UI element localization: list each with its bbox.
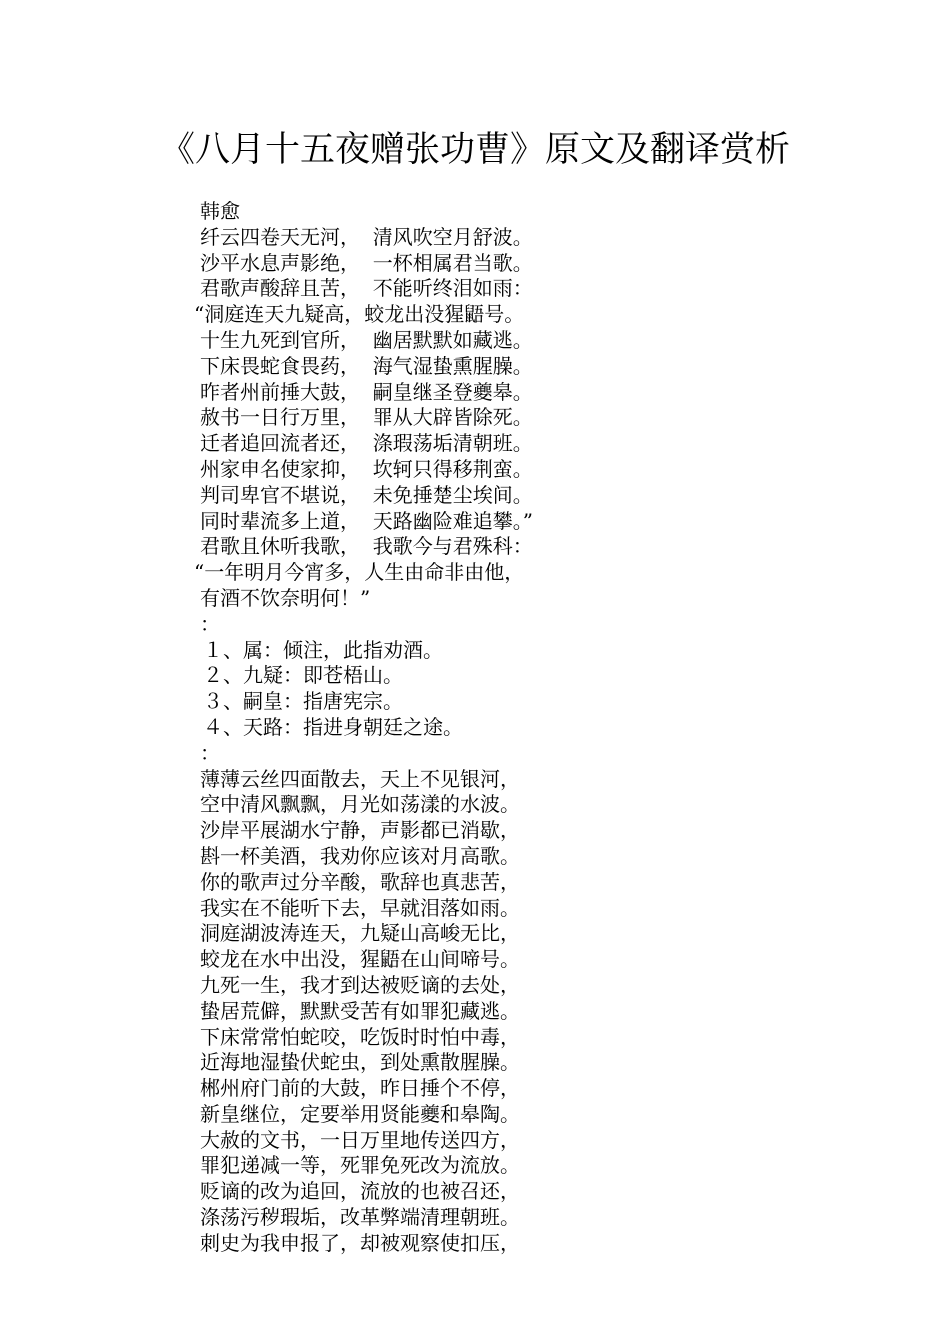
- poem-line: “洞庭连天九疑高，蛟龙出没猩鼯号。: [194, 302, 525, 327]
- translation-line: 你的歌声过分辛酸，歌辞也真悲苦，: [200, 869, 520, 894]
- poem-line: 君歌声酸辞且苦， 不能听终泪如雨：: [200, 276, 533, 301]
- translation-line: 大赦的文书，一日万里地传送四方，: [200, 1127, 520, 1152]
- document-body: [194, 199, 920, 1257]
- notes-marker: ：: [200, 611, 220, 636]
- translation-line: 近海地湿蛰伏蛇虫，到处熏散腥臊。: [200, 1050, 520, 1075]
- poem-line: 迁者追回流者还， 涤瑕荡垢清朝班。: [200, 431, 533, 456]
- note-item: １、属：倾注，此指劝酒。: [203, 637, 443, 662]
- page-title: 《八月十五夜赠张功曹》原文及翻译赏析: [159, 130, 790, 170]
- translation-line: 贬谪的改为追回，流放的也被召还，: [200, 1179, 520, 1204]
- poem-line: “一年明月今宵多，人生由命非由他，: [194, 560, 525, 585]
- poem-section: [194, 224, 920, 612]
- translation-line: 薄薄云丝四面散去，天上不见银河，: [200, 766, 520, 791]
- translation-line: 斟一杯美酒，我劝你应该对月高歌。: [200, 843, 520, 868]
- translation-line: 下床常常怕蛇咬，吃饭时时怕中毒，: [200, 1024, 520, 1049]
- author-name: 韩愈: [200, 199, 240, 223]
- translation-line: 沙岸平展湖水宁静，声影都已消歇，: [200, 818, 520, 843]
- translation-marker: ：: [200, 740, 220, 765]
- poem-line: 同时辈流多上道， 天路幽险难追攀。”: [200, 508, 533, 533]
- poem-line: 有酒不饮奈明何！”: [200, 585, 371, 610]
- note-item: ４、天路：指进身朝廷之途。: [203, 714, 463, 739]
- translation-line: 罪犯递减一等，死罪免死改为流放。: [200, 1153, 520, 1178]
- poem-line: 赦书一日行万里， 罪从大辟皆除死。: [200, 405, 533, 430]
- poem-line: 沙平水息声影绝， 一杯相属君当歌。: [200, 250, 533, 275]
- note-item: ３、嗣皇：指唐宪宗。: [203, 689, 403, 714]
- translation-line: 涤荡污秽瑕垢，改革弊端清理朝班。: [200, 1205, 520, 1230]
- notes-section: [200, 638, 920, 741]
- translation-line: 刺史为我申报了，却被观察使扣压，: [200, 1230, 520, 1255]
- translation-section: [200, 767, 920, 1257]
- translation-line: 九死一生，我才到达被贬谪的去处，: [200, 972, 520, 997]
- poem-line: 判司卑官不堪说， 未免捶楚尘埃间。: [200, 482, 533, 507]
- translation-line: 洞庭湖波涛连天，九疑山高峻无比，: [200, 921, 520, 946]
- note-item: ２、九疑：即苍梧山。: [203, 663, 403, 688]
- translation-line: 郴州府门前的大鼓，昨日捶个不停，: [200, 1076, 520, 1101]
- translation-line: 空中清风飘飘，月光如荡漾的水波。: [200, 792, 520, 817]
- poem-line: 昨者州前捶大鼓， 嗣皇继圣登夔皋。: [200, 379, 533, 404]
- translation-line: 蛟龙在水中出没，猩鼯在山间啼号。: [200, 947, 520, 972]
- poem-line: 十生九死到官所， 幽居默默如藏逃。: [200, 327, 533, 352]
- translation-line: 新皇继位，定要举用贤能夔和皋陶。: [200, 1101, 520, 1126]
- poem-line: 君歌且休听我歌， 我歌今与君殊科：: [200, 534, 533, 559]
- translation-line: 我实在不能听下去，早就泪落如雨。: [200, 895, 520, 920]
- translation-line: 蛰居荒僻，默默受苦有如罪犯藏逃。: [200, 998, 520, 1023]
- poem-line: 下床畏蛇食畏药， 海气湿蛰熏腥臊。: [200, 353, 533, 378]
- poem-line: 纤云四卷天无河， 清风吹空月舒波。: [200, 224, 533, 249]
- poem-line: 州家申名使家抑， 坎轲只得移荆蛮。: [200, 456, 533, 481]
